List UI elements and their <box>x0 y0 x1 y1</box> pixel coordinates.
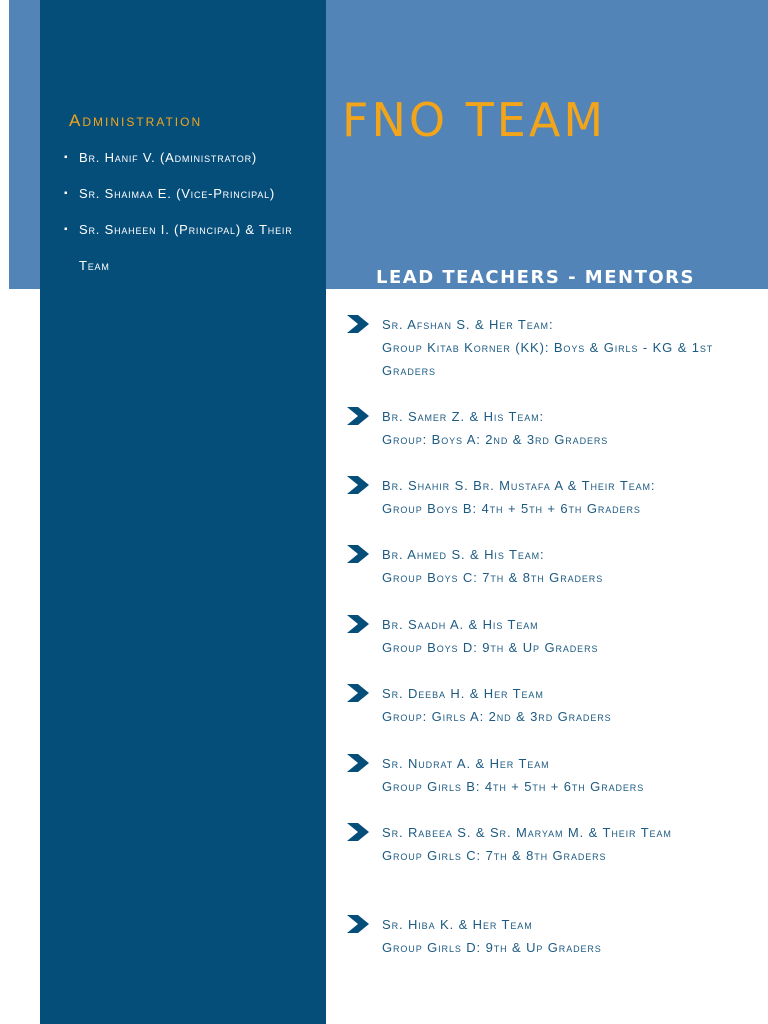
team-lead: Sr. Afshan S. & Her Team: <box>382 317 554 332</box>
team-group: Group: Girls A: 2nd & 3rd Graders <box>382 709 612 724</box>
chevron-right-icon <box>346 754 370 772</box>
administration-item <box>64 176 324 212</box>
administration-item <box>64 212 324 284</box>
lead-teachers-heading: LEAD TEACHERS - MENTORS <box>376 267 695 288</box>
team-group: Group Boys D: 9th & Up Graders <box>382 640 599 655</box>
administration-item <box>64 140 324 176</box>
team-lead: Sr. Deeba H. & Her Team <box>382 686 544 701</box>
chevron-right-icon <box>346 823 370 841</box>
bullet-icon: ▪ <box>64 152 69 163</box>
team-item-hiba <box>346 913 746 959</box>
bullet-icon: ▪ <box>64 224 69 235</box>
team-group: Group Boys C: 7th & 8th Graders <box>382 570 604 585</box>
team-item-nudrat <box>346 752 746 798</box>
page-title: FNO TEAM <box>342 93 607 147</box>
team-lead: Br. Saadh A. & His Team <box>382 617 539 632</box>
chevron-right-icon <box>346 915 370 933</box>
vice-principal-name: Sr. Shaimaa E. (Vice-Principal) <box>79 186 276 201</box>
team-group: Group: Boys A: 2nd & 3rd Graders <box>382 432 609 447</box>
principal-name: Sr. Shaheen I. (Principal) & Their Team <box>79 222 293 273</box>
team-item-afshan <box>346 313 746 382</box>
team-lead: Br. Shahir S. Br. Mustafa A & Their Team: <box>382 478 656 493</box>
team-group: Group Girls C: 7th & 8th Graders <box>382 848 607 863</box>
administration-list <box>64 140 324 284</box>
team-group: Group Girls D: 9th & Up Graders <box>382 940 602 955</box>
chevron-right-icon <box>346 684 370 702</box>
chevron-right-icon <box>346 315 370 333</box>
team-group: Group Kitab Korner (KK): Boys & Girls - KG & 1st Graders <box>382 340 714 378</box>
bullet-icon: ▪ <box>64 188 69 199</box>
chevron-right-icon <box>346 615 370 633</box>
team-item-saadh <box>346 613 746 659</box>
team-lead: Br. Samer Z. & His Team: <box>382 409 545 424</box>
administrator-name: Br. Hanif V. (Administrator) <box>79 150 257 165</box>
team-item-shahir-mustafa <box>346 474 746 520</box>
team-item-rabeea-maryam <box>346 821 746 867</box>
team-item-samer <box>346 405 746 451</box>
chevron-right-icon <box>346 407 370 425</box>
chevron-right-icon <box>346 545 370 563</box>
team-lead: Sr. Nudrat A. & Her Team <box>382 756 550 771</box>
team-group: Group Girls B: 4th + 5th + 6th Graders <box>382 779 645 794</box>
team-lead: Br. Ahmed S. & His Team: <box>382 547 545 562</box>
team-group: Group Boys B: 4th + 5th + 6th Graders <box>382 501 641 516</box>
team-lead: Sr. Rabeea S. & Sr. Maryam M. & Their Team <box>382 825 672 840</box>
chevron-right-icon <box>346 476 370 494</box>
team-item-ahmed <box>346 543 746 589</box>
team-item-deeba <box>346 682 746 728</box>
team-lead: Sr. Hiba K. & Her Team <box>382 917 533 932</box>
administration-heading: Administration <box>69 111 203 130</box>
